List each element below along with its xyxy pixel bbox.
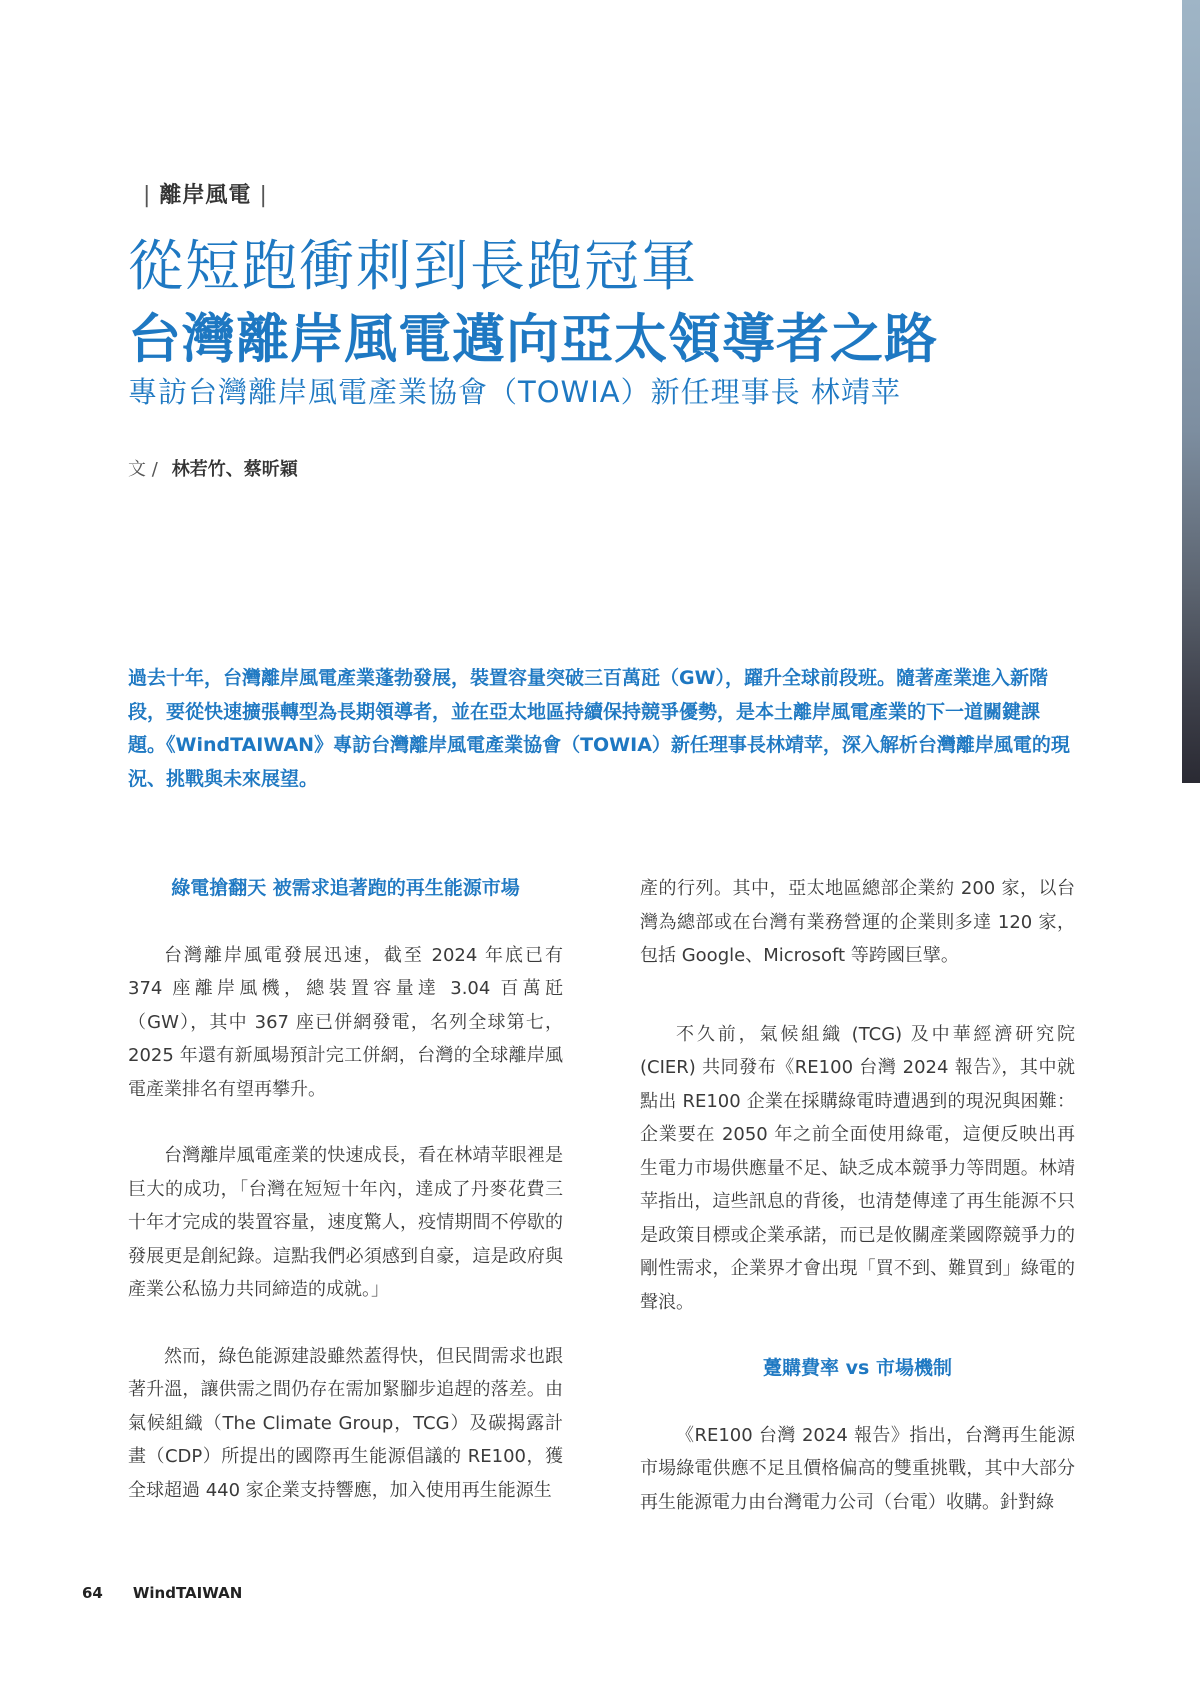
body-paragraph-continued: 產的行列。其中，亞太地區總部企業約 200 家，以台灣為總部或在台灣有業務營運的企業則多達 120 家，包括 Google、Microsoft 等跨國巨擘。: [640, 878, 1075, 966]
article-title-line2: 台灣離岸風電邁向亞太領導者之路: [128, 309, 938, 370]
byline: [128, 455, 298, 481]
magazine-name: WindTAIWAN: [132, 1584, 243, 1602]
body-column-right: [640, 872, 1075, 1519]
article-title-line1: 從短跑衝刺到長跑冠軍: [128, 234, 699, 298]
page-footer: [82, 1584, 242, 1602]
lead-paragraph: 過去十年，台灣離岸風電產業蓬勃發展，裝置容量突破三百萬瓩（GW），躍升全球前段班。隨著產業進入新階段，要從快速擴張轉型為長期領導者，並在亞太地區持續保持競爭優勢，是本土離岸風電產業的下一道關鍵課題。《WindTAIWAN》專訪台灣離岸風電產業協會（TOWIA）新任理事長林靖苹，深入解析台灣離岸風電的現況、挑戰與未來展望。: [128, 667, 1070, 790]
section-category: [135, 178, 276, 209]
cover-photo-edge: [1182, 0, 1200, 783]
category-label: 離岸風電: [159, 183, 252, 208]
body-paragraph: 台灣離岸風電產業的快速成長，看在林靖苹眼裡是巨大的成功，「台灣在短短十年內，達成了丹麥花費三十年才完成的裝置容量，速度驚人，疫情期間不停歇的發展更是創紀錄。這點我們必須感到自豪，這是政府與產業公私協力共同締造的成就。」: [128, 1145, 563, 1300]
category-divider-left: |: [143, 183, 152, 208]
body-column-left: [128, 872, 563, 1507]
section-heading-feed-in-tariff: 躉購費率 vs 市場機制: [763, 1357, 952, 1379]
section-heading-green-power: 綠電搶翻天 被需求追著跑的再生能源市場: [171, 877, 520, 899]
body-paragraph: 《RE100 台灣 2024 報告》指出，台灣再生能源市場綠電供應不足且價格偏高的雙重挑戰，其中大部分再生能源電力由台灣電力公司（台電）收購。針對綠: [640, 1424, 1075, 1513]
article-subtitle: 專訪台灣離岸風電產業協會（TOWIA）新任理事長 林靖苹: [128, 375, 901, 409]
body-paragraph: 台灣離岸風電發展迅速，截至 2024 年底已有 374 座離岸風機，總裝置容量達 3.04 百萬瓩（GW），其中 367 座已併網發電，名列全球第七，2025 年還有新風場預計完工併網，台灣的全球離岸風電產業排名有望再攀升。: [128, 944, 563, 1100]
page-number: 64: [82, 1584, 103, 1602]
body-paragraph: 然而，綠色能源建設雖然蓋得快，但民間需求也跟著升溫，讓供需之間仍存在需加緊腳步追趕的落差。由氣候組織（The Climate Group，TCG）及碳揭露計畫（CDP）所提出的國際再生能源倡議的 RE100，獲全球超過 440 家企業支持響應，加入使用再生能源生: [128, 1345, 563, 1501]
byline-authors: 林若竹、蔡昕穎: [171, 459, 298, 480]
byline-prefix: 文 /: [128, 459, 158, 480]
body-paragraph: 不久前，氣候組織 (TCG) 及中華經濟研究院 (CIER) 共同發布《RE100 台灣 2024 報告》，其中就點出 RE100 企業在採購綠電時遭遇到的現況與困難：企業要在 2050 年之前全面使用綠電，這便反映出再生電力市場供應量不足、缺乏成本競爭力等問題。林靖苹指出，這些訊息的背後，也清楚傳達了再生能源不只是政策目標或企業承諾，而已是攸關產業國際競爭力的剛性需求，企業界才會出現「買不到、難買到」綠電的聲浪。: [640, 1023, 1075, 1313]
category-divider-right: |: [259, 183, 268, 208]
